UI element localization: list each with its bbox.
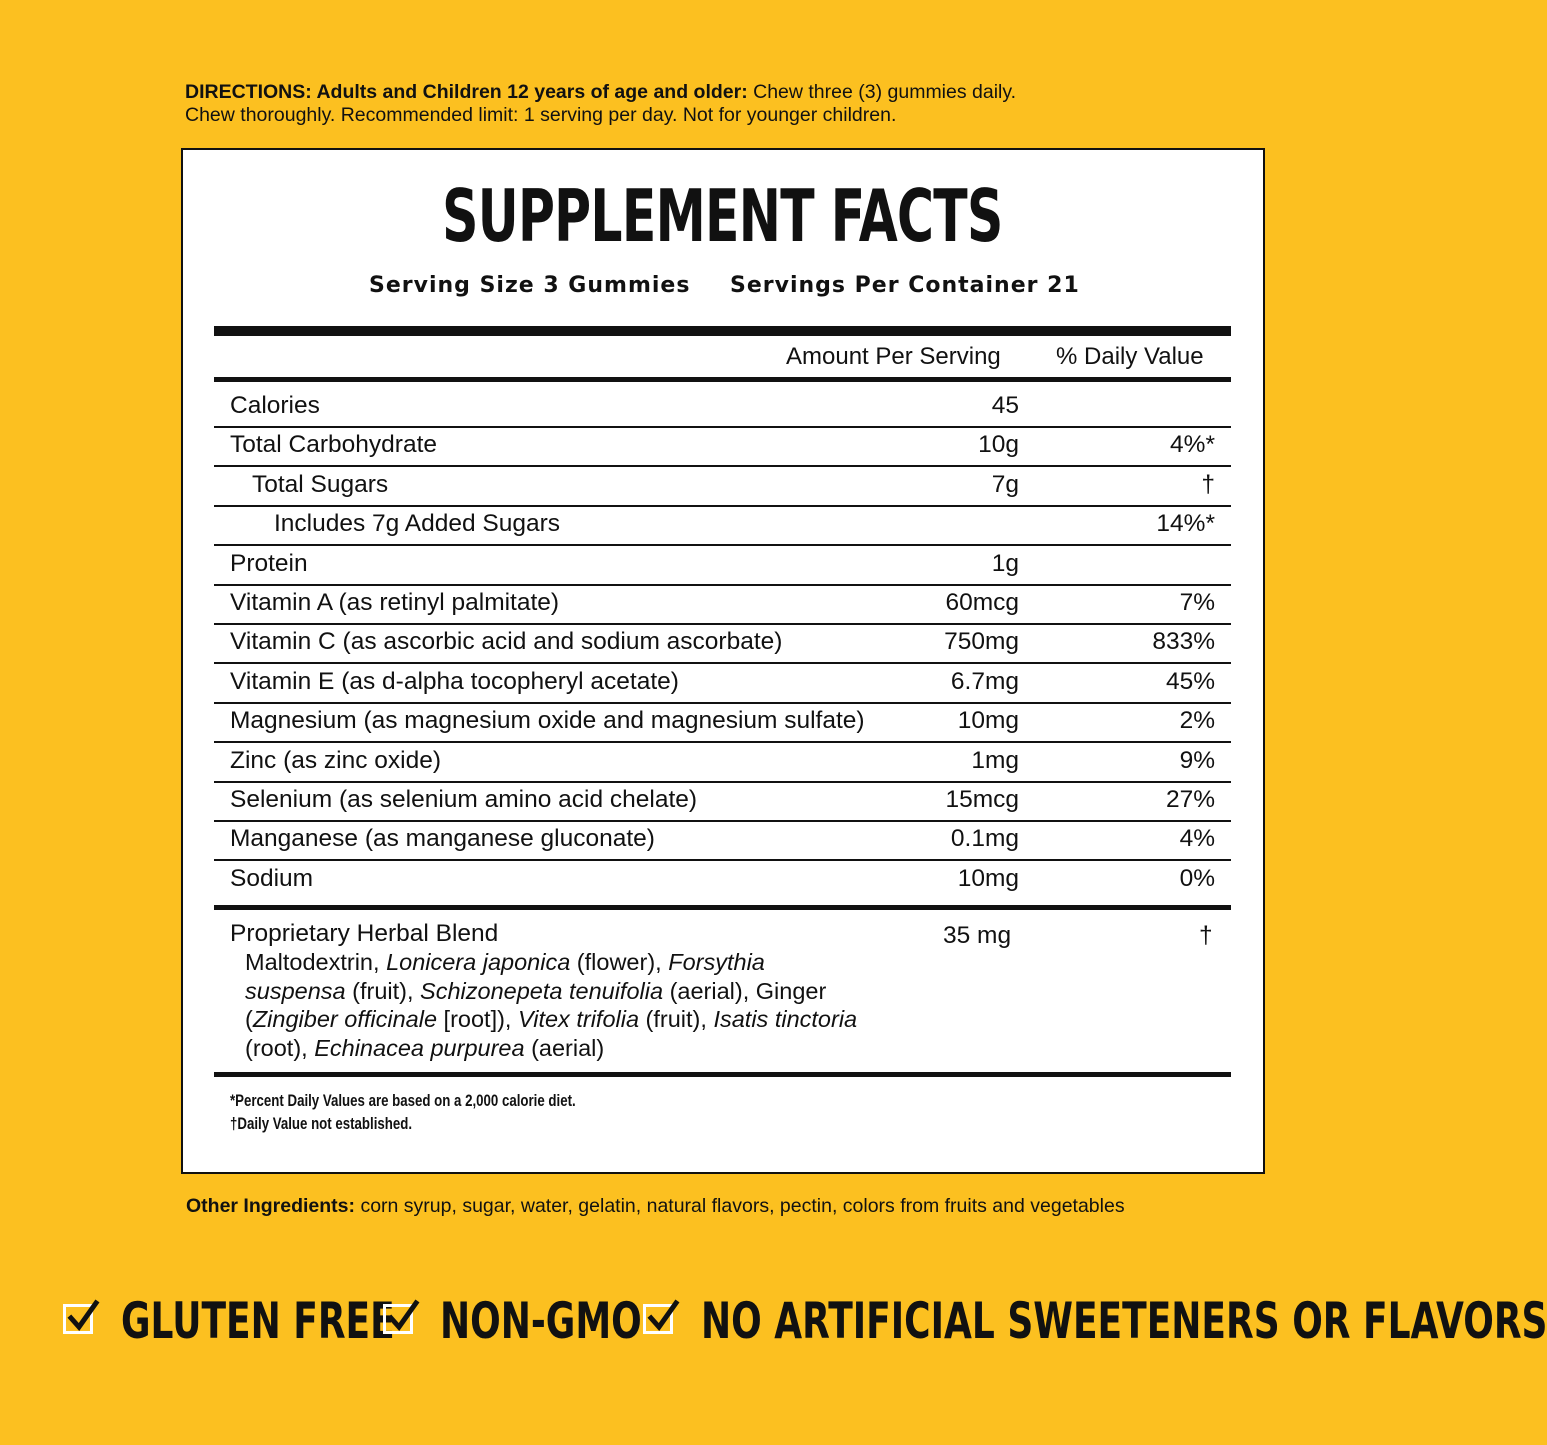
- ingredient-species: Schizonepeta tenuifolia: [420, 977, 664, 1004]
- nutrient-name: Protein: [230, 549, 308, 577]
- column-header-amount: Amount Per Serving: [786, 343, 1001, 370]
- table-row: [214, 663, 1231, 704]
- table-row: [214, 623, 1231, 664]
- nutrient-name: Sodium: [230, 864, 314, 892]
- table-row: [214, 820, 1231, 861]
- blend-rule: [214, 905, 1231, 910]
- column-header-daily-value: % Daily Value: [1056, 343, 1204, 370]
- table-row: [214, 584, 1231, 625]
- footnote-rule: [214, 1072, 1231, 1077]
- table-row: [214, 426, 1231, 467]
- nutrient-amount: 15mcg: [945, 786, 1019, 813]
- footnote-dagger: †Daily Value not established.: [230, 1114, 413, 1133]
- badge-label: NON-GMO: [440, 1292, 642, 1350]
- badge-row: [0, 1290, 1547, 1360]
- nutrient-name: Calories: [230, 392, 320, 419]
- ingredient-text: (aerial), Ginger (: [245, 977, 827, 1032]
- table-row: [214, 505, 1231, 546]
- table-row: [214, 860, 1231, 899]
- ingredient-text: (fruit),: [345, 977, 421, 1004]
- nutrient-amount: 7g: [991, 470, 1019, 498]
- directions-label: DIRECTIONS: Adults and Children 12 years of age and older:: [185, 81, 748, 103]
- other-ingredients-label: Other Ingredients:: [186, 1195, 356, 1217]
- other-ingredients-text: corn syrup, sugar, water, gelatin, natural flavors, pectin, colors from fruits and vegetables: [355, 1195, 1125, 1217]
- servings-per-container: Servings Per Container 21: [730, 273, 1080, 298]
- badge-label: GLUTEN FREE: [121, 1292, 395, 1350]
- badge-label: NO ARTIFICIAL SWEETENERS OR FLAVORS: [701, 1292, 1547, 1350]
- nutrient-amount: 60mcg: [945, 589, 1019, 616]
- checkbox-check-icon: [643, 1304, 673, 1334]
- nutrient-daily-value: †: [1201, 470, 1215, 498]
- ingredient-species: Isatis tinctoria: [713, 1006, 858, 1032]
- checkbox-check-icon: [383, 1304, 413, 1334]
- nutrient-daily-value: 0%: [1179, 864, 1215, 892]
- header-rule: [214, 377, 1231, 382]
- serving-size: Serving Size 3 Gummies: [369, 273, 691, 298]
- nutrient-amount: 10mg: [957, 864, 1019, 892]
- nutrient-amount: 10mg: [957, 707, 1019, 735]
- ingredient-species: Vitex trifolia: [517, 1006, 640, 1032]
- nutrient-daily-value: 45%: [1165, 667, 1215, 695]
- ingredient-text: (flower),: [570, 949, 669, 975]
- ingredient-text: Maltodextrin,: [245, 949, 387, 975]
- nutrient-daily-value: 833%: [1152, 628, 1215, 656]
- nutrient-daily-value: 7%: [1179, 589, 1215, 616]
- nutrient-name: Includes 7g Added Sugars: [274, 510, 561, 538]
- checkbox-check-icon: [63, 1304, 93, 1334]
- nutrient-daily-value: 27%: [1165, 786, 1215, 813]
- ingredient-species: Forsythia suspensa: [245, 949, 765, 1004]
- blend-name: Proprietary Herbal Blend: [230, 920, 499, 947]
- directions-line-2: Chew thoroughly. Recommended limit: 1 serving per day. Not for younger children.: [185, 104, 897, 126]
- nutrient-amount: 1mg: [971, 746, 1019, 774]
- thick-rule-top: [214, 326, 1231, 336]
- nutrient-amount: 6.7mg: [950, 667, 1019, 695]
- nutrient-name: Total Carbohydrate: [230, 431, 438, 459]
- nutrient-amount: 750mg: [944, 628, 1019, 656]
- nutrient-name: Selenium (as selenium amino acid chelate): [230, 786, 698, 813]
- ingredient-species: Zingiber officinale: [252, 1006, 438, 1032]
- nutrient-amount: 10g: [978, 431, 1019, 459]
- nutrient-name: Manganese (as manganese gluconate): [230, 825, 655, 853]
- nutrient-name: Vitamin E (as d-alpha tocopheryl acetate): [230, 667, 679, 695]
- nutrient-name: Total Sugars: [252, 470, 389, 498]
- nutrient-daily-value: 4%*: [1170, 431, 1215, 459]
- nutrient-name: Vitamin A (as retinyl palmitate): [230, 589, 560, 616]
- ingredient-text: [root]),: [437, 1006, 518, 1032]
- nutrient-name: Zinc (as zinc oxide): [230, 746, 442, 774]
- ingredient-text: (fruit),: [639, 1006, 714, 1032]
- table-row: [214, 781, 1231, 822]
- blend-ingredients: [245, 948, 865, 1062]
- table-row: [214, 702, 1231, 743]
- nutrient-daily-value: 4%: [1179, 825, 1215, 853]
- nutrient-name: Magnesium (as magnesium oxide and magnesium sulfate): [230, 707, 865, 735]
- nutrient-amount: 45: [991, 392, 1019, 419]
- footnote-percent-dv: *Percent Daily Values are based on a 2,000 calorie diet.: [230, 1091, 576, 1110]
- blend-amount: 35 mg: [943, 922, 1012, 949]
- nutrient-daily-value: 2%: [1179, 707, 1215, 735]
- nutrient-name: Vitamin C (as ascorbic acid and sodium ascorbate): [230, 628, 783, 656]
- nutrient-daily-value: 14%*: [1156, 510, 1215, 538]
- other-ingredients: [186, 1195, 1125, 1218]
- nutrient-daily-value: 9%: [1179, 746, 1215, 774]
- ingredient-text: (aerial): [524, 1034, 605, 1061]
- ingredient-species: Lonicera japonica: [386, 949, 571, 975]
- nutrient-amount: 1g: [991, 549, 1019, 577]
- directions-text-1: Chew three (3) gummies daily.: [747, 81, 1017, 103]
- table-row: [214, 545, 1231, 586]
- directions-text: [185, 81, 1185, 127]
- table-row: [214, 742, 1231, 783]
- ingredient-text: (root),: [245, 1034, 315, 1061]
- table-row: [214, 387, 1231, 428]
- directions-line-1: [185, 81, 1185, 104]
- ingredient-species: Echinacea purpurea: [314, 1034, 525, 1061]
- panel-title: SUPPLEMENT FACTS: [442, 174, 1003, 258]
- nutrient-amount: 0.1mg: [950, 825, 1019, 853]
- blend-daily-value: †: [1199, 922, 1213, 949]
- table-row: [214, 466, 1231, 507]
